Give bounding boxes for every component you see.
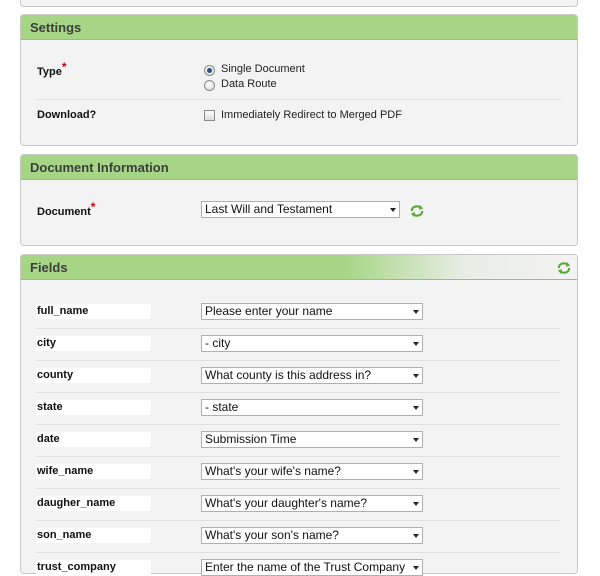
chevron-down-icon (413, 566, 419, 570)
field-select-trust-company[interactable] (201, 559, 423, 576)
field-select-state[interactable] (201, 399, 423, 416)
document-info-header: Document Information (21, 155, 577, 180)
settings-header: Settings (21, 15, 577, 40)
row-divider (36, 328, 561, 329)
field-select-son-name[interactable] (201, 527, 423, 544)
radio-single-document-label: Single Document (221, 63, 305, 75)
chevron-down-icon (413, 406, 419, 410)
field-label-son-name: son_name (37, 529, 92, 541)
field-select-full-name[interactable] (201, 303, 423, 320)
field-select-value: Please enter your name (205, 304, 333, 318)
type-label (37, 60, 67, 78)
row-divider (36, 456, 561, 457)
field-label-daugher-name: daugher_name (37, 497, 116, 509)
radio-data-route[interactable] (204, 80, 215, 91)
row-divider (36, 552, 561, 553)
redirect-checkbox[interactable] (204, 110, 215, 121)
field-label-state: state (37, 401, 63, 413)
document-select-value: Last Will and Testament (205, 202, 333, 216)
fields-title: Fields (30, 260, 68, 275)
field-select-value: What's your wife's name? (205, 464, 341, 478)
field-select-daugher-name[interactable] (201, 495, 423, 512)
field-label-county: county (37, 369, 74, 381)
field-select-county[interactable] (201, 367, 423, 384)
row-divider (36, 520, 561, 521)
document-label (37, 200, 96, 218)
chevron-down-icon (390, 208, 396, 212)
chevron-down-icon (413, 438, 419, 442)
field-label-wife-name: wife_name (37, 465, 94, 477)
field-select-value: Enter the name of the Trust Company (205, 560, 406, 574)
radio-single-document[interactable] (204, 65, 215, 76)
field-select-value: - state (205, 400, 239, 414)
fields-header (21, 255, 577, 280)
required-marker: * (90, 200, 96, 214)
document-info-panel (20, 154, 578, 246)
refresh-icon[interactable] (410, 205, 424, 217)
row-divider (36, 488, 561, 489)
field-select-value: - city (205, 336, 231, 350)
refresh-icon[interactable] (557, 262, 571, 274)
field-select-city[interactable] (201, 335, 423, 352)
field-label-full-name: full_name (37, 305, 89, 317)
chevron-down-icon (413, 470, 419, 474)
fields-panel (20, 254, 578, 574)
field-select-value: Submission Time (205, 432, 297, 446)
document-label-text: Document (37, 206, 91, 218)
row-divider (36, 424, 561, 425)
redirect-checkbox-label: Immediately Redirect to Merged PDF (221, 109, 402, 121)
chevron-down-icon (413, 502, 419, 506)
chevron-down-icon (413, 342, 419, 346)
field-select-value: What county is this address in? (205, 368, 372, 382)
document-select[interactable] (201, 201, 400, 218)
required-marker: * (61, 60, 67, 74)
chevron-down-icon (413, 534, 419, 538)
field-label-trust-company: trust_company (37, 561, 116, 573)
row-divider (36, 392, 561, 393)
download-label: Download? (37, 109, 97, 121)
chevron-down-icon (413, 310, 419, 314)
field-select-value: What's your daughter's name? (205, 496, 367, 510)
settings-panel (20, 14, 578, 146)
chevron-down-icon (413, 374, 419, 378)
settings-divider (36, 99, 561, 100)
field-select-value: What's your son's name? (205, 528, 339, 542)
field-select-date[interactable] (201, 431, 423, 448)
previous-panel-edge (20, 0, 578, 7)
radio-data-route-label: Data Route (221, 78, 277, 90)
type-label-text: Type (37, 66, 62, 78)
field-select-wife-name[interactable] (201, 463, 423, 480)
field-label-date: date (37, 433, 60, 445)
row-divider (36, 360, 561, 361)
field-label-city: city (37, 337, 56, 349)
